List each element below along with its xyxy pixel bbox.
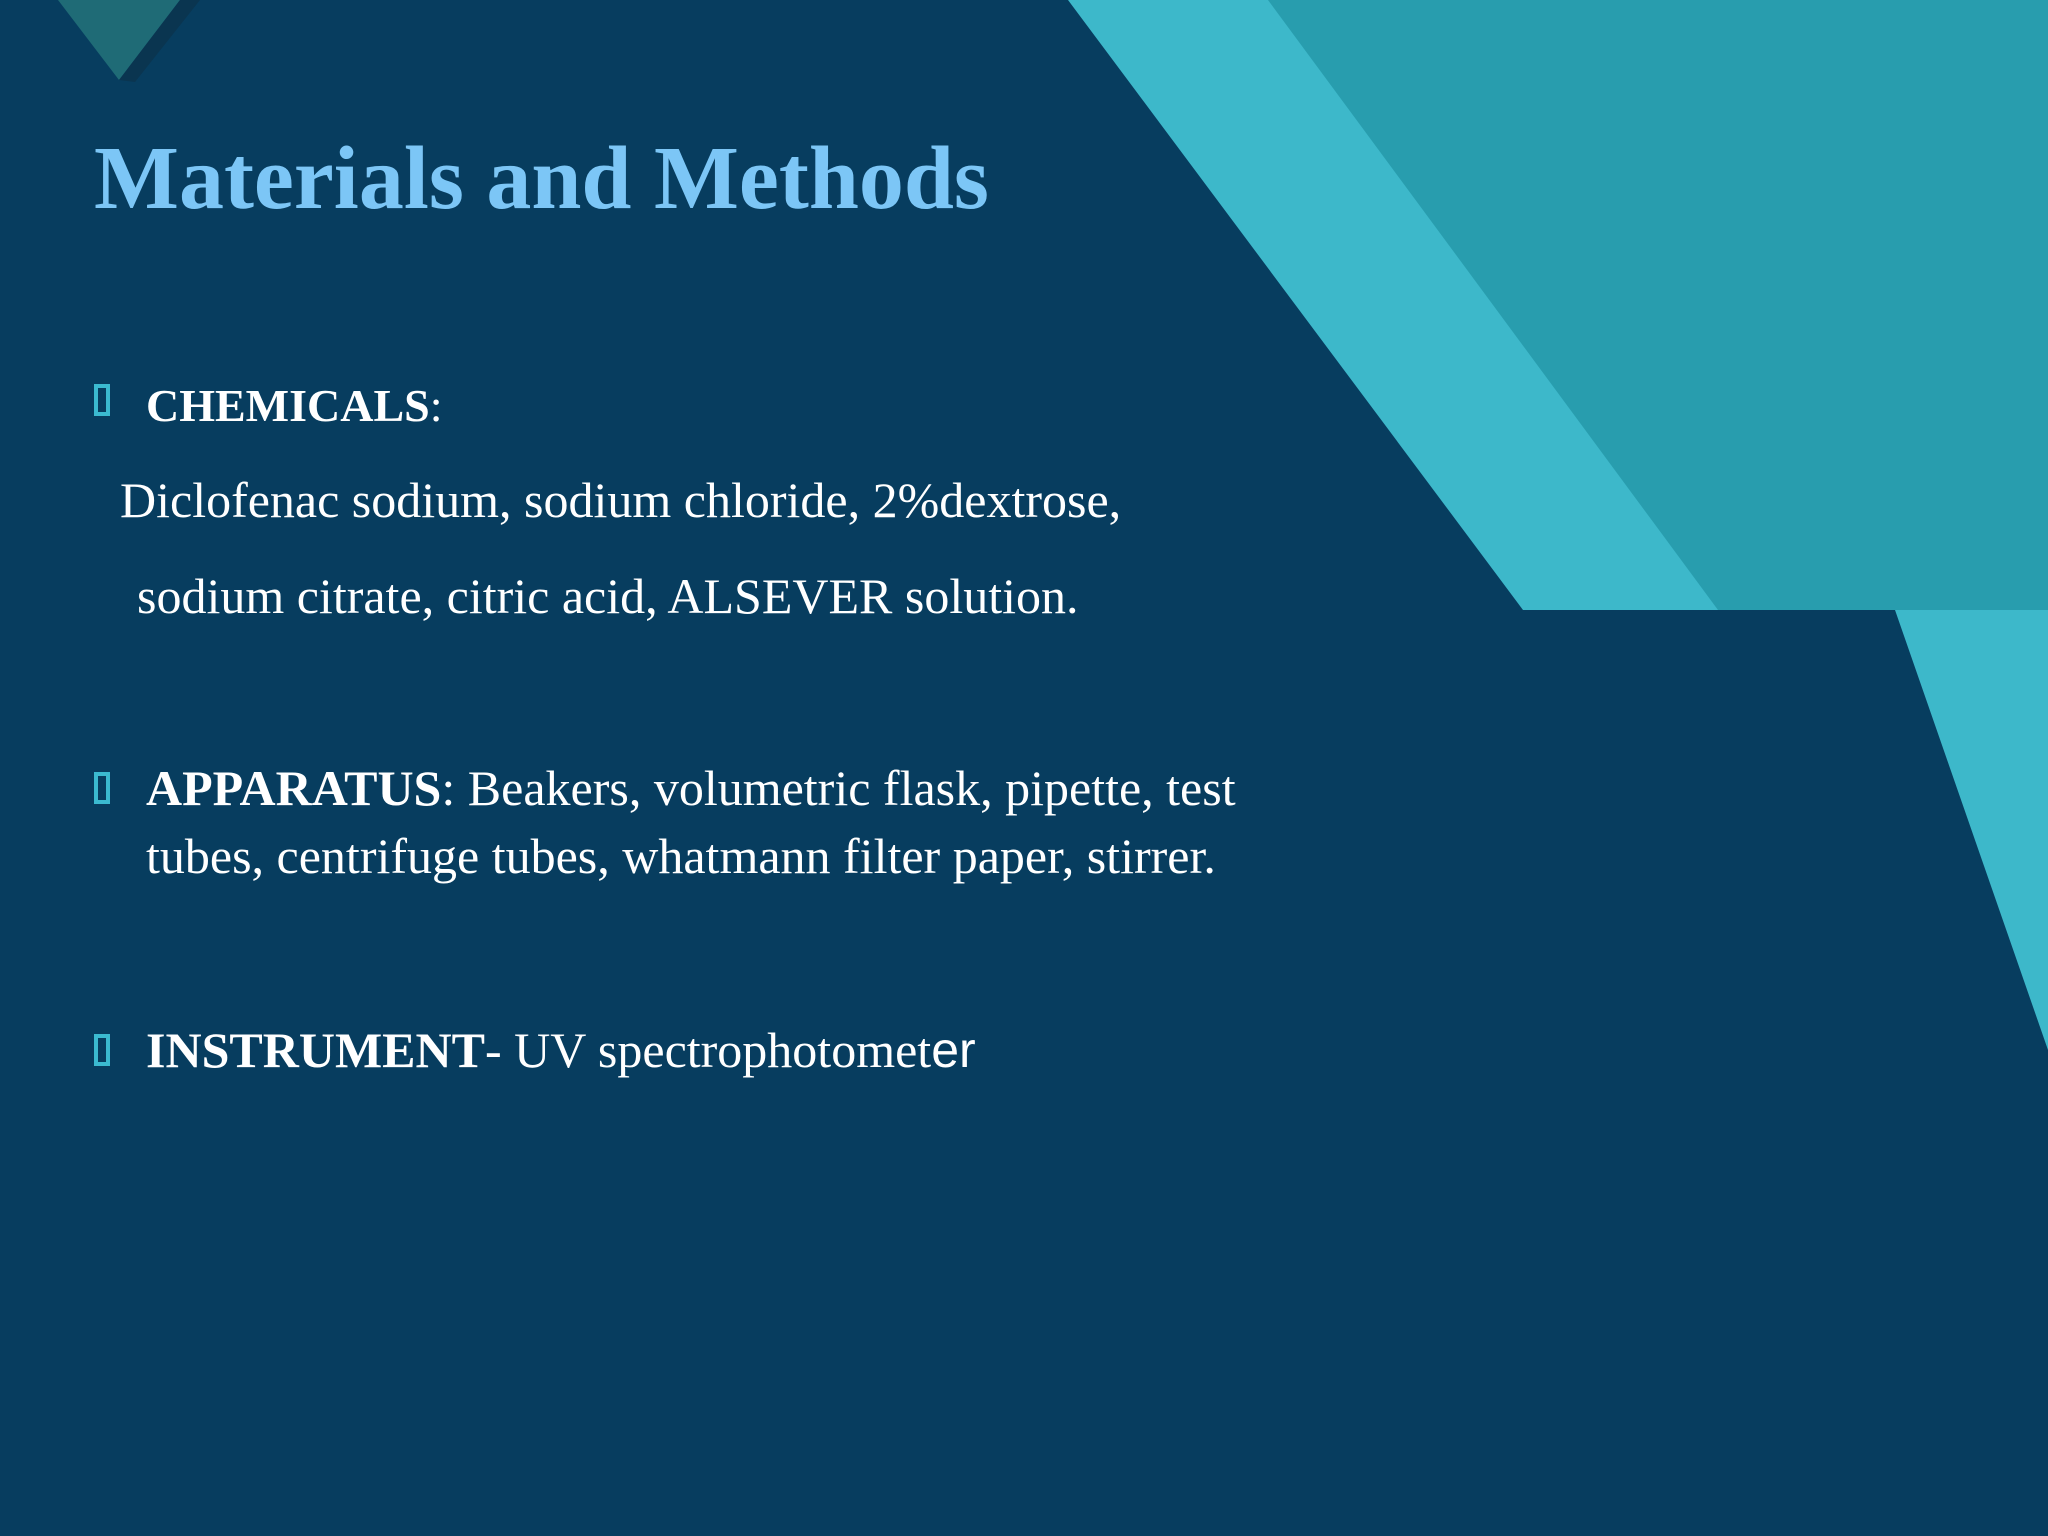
apparatus-label: APPARATUS <box>146 760 442 816</box>
slide-title: Materials and Methods <box>94 129 989 228</box>
square-bullet-icon <box>94 384 110 416</box>
apparatus-line-2: tubes, centrifuge tubes, whatmann filter paper, stirrer. <box>146 828 1216 884</box>
instrument-value: UV spectrophotomet <box>514 1022 932 1078</box>
chemicals-label: CHEMICALS <box>146 380 430 431</box>
square-bullet-icon <box>94 1034 110 1066</box>
instrument-value-tail: er <box>931 1022 976 1078</box>
apparatus-separator: : <box>441 760 456 816</box>
instrument-label: INSTRUMENT <box>146 1022 485 1078</box>
chemicals-line-1: Diclofenac sodium, sodium chloride, 2%dextrose, <box>120 472 1122 528</box>
apparatus-line-1 <box>146 754 1236 822</box>
instrument-separator: - <box>484 1022 515 1078</box>
chemicals-separator: : <box>429 380 443 431</box>
chemicals-line-2: sodium citrate, citric acid, ALSEVER solution. <box>137 568 1079 624</box>
apparatus-value-start: Beakers, volumetric flask, pipette, test <box>455 760 1236 816</box>
chemicals-heading <box>146 372 443 440</box>
square-bullet-icon <box>94 772 110 804</box>
instrument-line <box>146 1016 976 1084</box>
